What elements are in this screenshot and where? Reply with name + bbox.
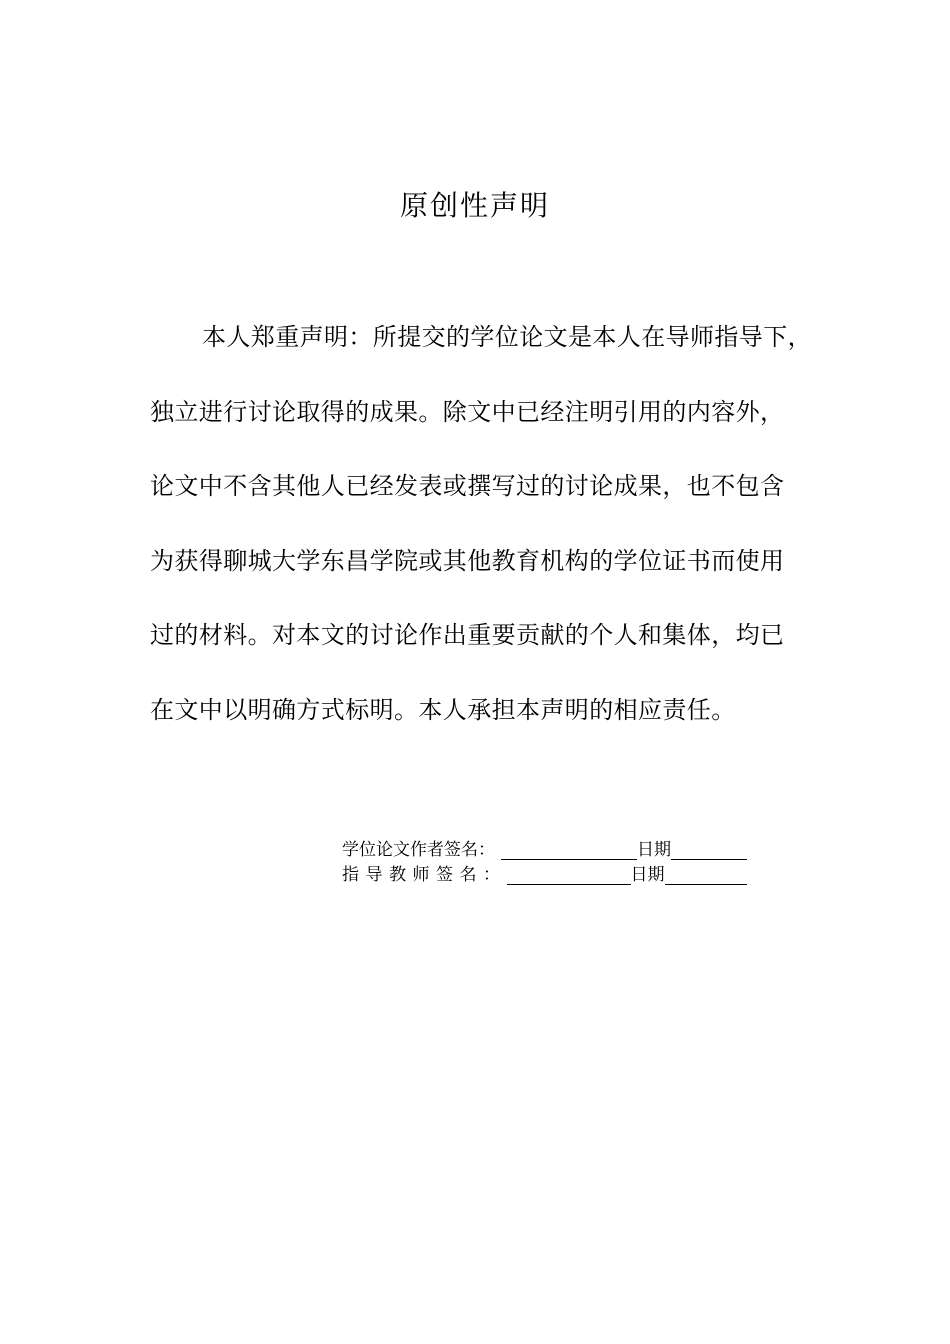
- advisor-signature-row: [342, 863, 747, 888]
- paragraph-line: 本人郑重声明：所提交的学位论文是本人在导师指导下，: [202, 323, 812, 351]
- declaration-paragraph: [150, 300, 830, 747]
- paragraph-line: 论文中不含其他人已经发表或撰写过的讨论成果，也不包含: [150, 472, 785, 500]
- author-signature-row: [342, 838, 747, 863]
- document-title: 原创性声明: [399, 189, 550, 222]
- paragraph-line: 为获得聊城大学东昌学院或其他教育机构的学位证书而使用: [150, 546, 785, 575]
- signature-block: [342, 838, 747, 888]
- advisor-date-line: [665, 865, 747, 885]
- paragraph-line: 独立进行讨论取得的成果。除文中已经注明引用的内容外，: [150, 397, 785, 426]
- paragraph-line: 在文中以明确方式标明。本人承担本声明的相应责任。: [150, 695, 736, 724]
- author-signature-line: [501, 840, 637, 860]
- author-signature-label: 学位论文作者签名：: [342, 840, 495, 860]
- advisor-signature-line: [507, 865, 631, 885]
- advisor-signature-label: 指导教师签名：: [342, 865, 507, 885]
- author-date-label: 日期: [637, 840, 671, 860]
- author-date-line: [671, 840, 747, 860]
- advisor-date-label: 日期: [630, 865, 665, 885]
- paragraph-line: 过的材料。对本文的讨论作出重要贡献的个人和集体，均已: [150, 621, 785, 649]
